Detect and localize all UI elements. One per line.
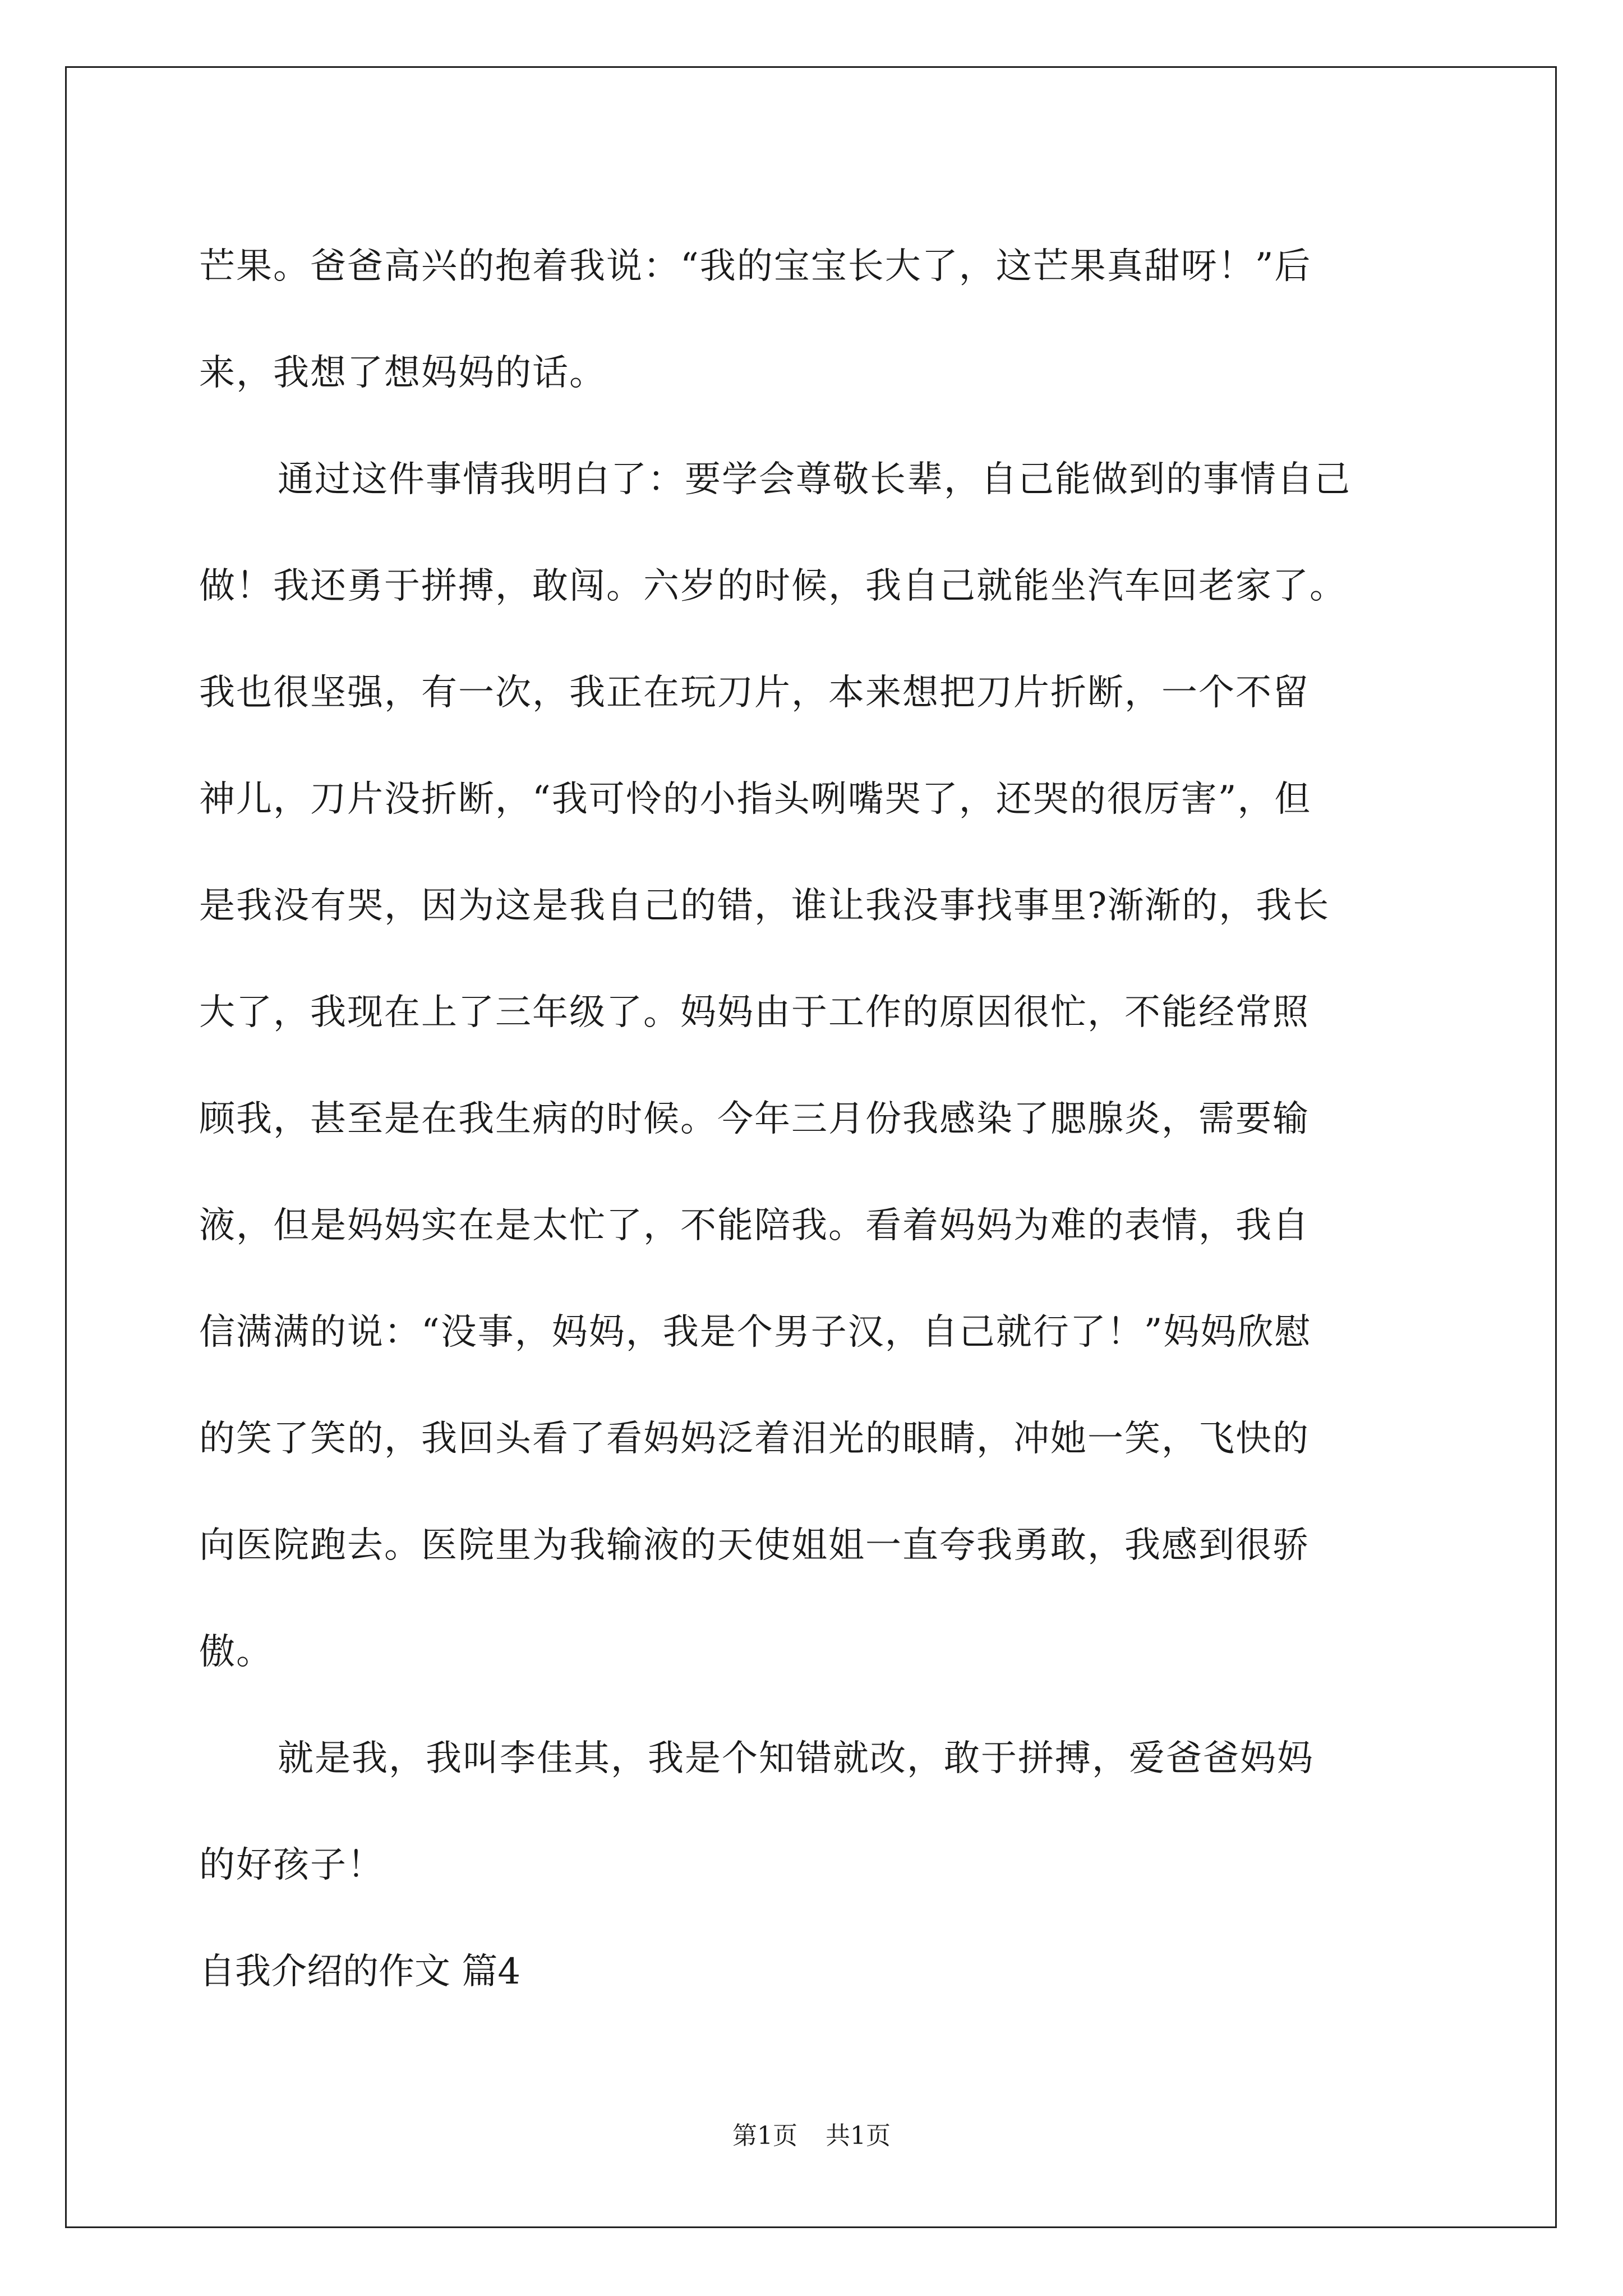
paragraph-line: 我也很坚强，有一次，我正在玩刀片，本来想把刀片折断，一个不留	[199, 672, 1310, 714]
page-footer	[0, 2119, 1623, 2153]
paragraph-line: 的好孩子！	[199, 1844, 384, 1886]
paragraph-line: 做！我还勇于拼搏，敢闯。六岁的时候，我自己就能坐汽车回老家了。	[199, 565, 1347, 607]
paragraph-line: 大了，我现在上了三年级了。妈妈由于工作的原因很忙，不能经常照	[199, 992, 1310, 1033]
paragraph-line: 神儿，刀片没折断，“我可怜的小指头咧嘴哭了，还哭的很厉害”，但	[199, 779, 1312, 820]
paragraph-line: 信满满的说：“没事，妈妈，我是个男子汉，自己就行了！”妈妈欣慰	[199, 1312, 1312, 1353]
paragraph-line: 的笑了笑的，我回头看了看妈妈泛着泪光的眼睛，冲她一笑，飞快的	[199, 1418, 1310, 1460]
paragraph-line: 向医院跑去。医院里为我输液的天使姐姐一直夸我勇敢，我感到很骄	[199, 1525, 1310, 1566]
paragraph-line: 通过这件事情我明白了：要学会尊敬长辈，自己能做到的事情自己	[278, 459, 1351, 500]
section-heading: 自我介绍的作文 篇4	[199, 1951, 521, 1993]
paragraph-line: 傲。	[199, 1631, 273, 1673]
paragraph-line: 液，但是妈妈实在是太忙了，不能陪我。看着妈妈为难的表情，我自	[199, 1205, 1310, 1246]
paragraph-line: 来，我想了想妈妈的话。	[199, 352, 606, 394]
paragraph-line: 就是我，我叫李佳其，我是个知错就改，敢于拼搏，爱爸爸妈妈	[278, 1738, 1314, 1779]
page-total: 共1页	[826, 2122, 891, 2150]
paragraph-line: 顾我，甚至是在我生病的时候。今年三月份我感染了腮腺炎，需要输	[199, 1098, 1310, 1140]
paragraph-line: 芒果。爸爸高兴的抱着我说：“我的宝宝长大了，这芒果真甜呀！”后	[199, 246, 1312, 287]
paragraph-line: 是我没有哭，因为这是我自己的错，谁让我没事找事里?渐渐的，我长	[199, 885, 1330, 927]
document-body	[199, 213, 1433, 2025]
page-number: 第1页	[732, 2122, 797, 2150]
